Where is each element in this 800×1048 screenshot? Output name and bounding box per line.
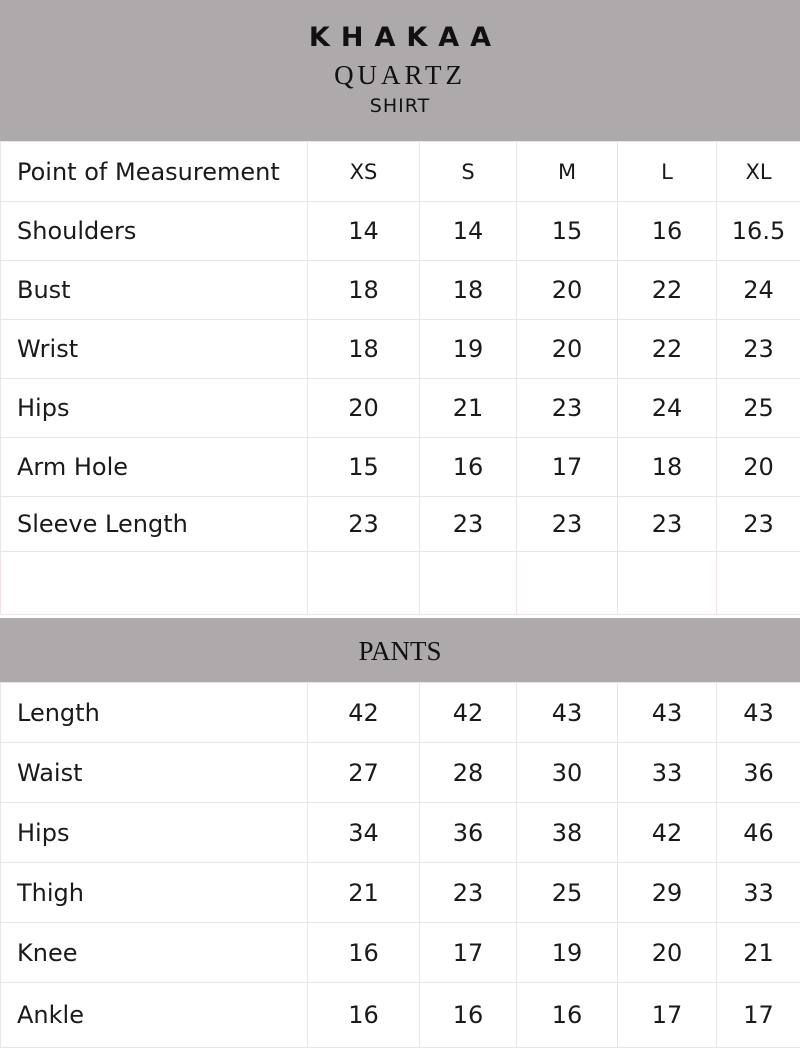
size-cell: 21 (420, 379, 517, 438)
size-cell: 17 (618, 983, 717, 1048)
size-cell: 14 (308, 202, 420, 261)
size-cell: 18 (308, 261, 420, 320)
row-label: Sleeve Length (1, 497, 308, 552)
column-header-xl: XL (717, 142, 800, 202)
size-cell: 46 (717, 803, 800, 863)
size-cell: 25 (717, 379, 800, 438)
size-cell: 21 (717, 923, 800, 983)
table-row (1, 743, 800, 803)
row-label: Ankle (1, 983, 308, 1048)
size-cell: 30 (517, 743, 618, 803)
size-cell: 15 (517, 202, 618, 261)
table-row (1, 683, 800, 743)
size-cell: 16 (618, 202, 717, 261)
size-cell: 23 (618, 497, 717, 552)
column-header-m: M (517, 142, 618, 202)
empty-cell (420, 552, 517, 615)
column-header-l: L (618, 142, 717, 202)
size-cell: 22 (618, 320, 717, 379)
row-label: Wrist (1, 320, 308, 379)
table-row (1, 438, 800, 497)
header-band (0, 0, 800, 141)
empty-cell (618, 552, 717, 615)
size-cell: 42 (618, 803, 717, 863)
size-cell: 23 (517, 379, 618, 438)
table-row (1, 379, 800, 438)
size-cell: 43 (618, 683, 717, 743)
size-cell: 33 (717, 863, 800, 923)
size-cell: 16 (517, 983, 618, 1048)
size-cell: 19 (517, 923, 618, 983)
row-label: Shoulders (1, 202, 308, 261)
size-cell: 36 (420, 803, 517, 863)
size-cell: 27 (308, 743, 420, 803)
size-cell: 20 (517, 261, 618, 320)
pants-section-title: PANTS (0, 618, 800, 667)
size-cell: 38 (517, 803, 618, 863)
brand-logo: KHAKAA (0, 22, 800, 53)
size-cell: 23 (308, 497, 420, 552)
row-label: Knee (1, 923, 308, 983)
empty-row (1, 552, 800, 615)
size-cell: 17 (420, 923, 517, 983)
size-cell: 34 (308, 803, 420, 863)
column-header-measurement: Point of Measurement (1, 142, 308, 202)
size-cell: 24 (618, 379, 717, 438)
size-cell: 28 (420, 743, 517, 803)
size-cell: 17 (717, 983, 800, 1048)
size-cell: 24 (717, 261, 800, 320)
shirt-section-title: SHIRT (0, 95, 800, 117)
size-cell: 42 (308, 683, 420, 743)
size-cell: 17 (517, 438, 618, 497)
size-cell: 19 (420, 320, 517, 379)
size-cell: 16 (308, 923, 420, 983)
shirt-size-table (0, 141, 800, 615)
table-row (1, 803, 800, 863)
table-row (1, 320, 800, 379)
table-row (1, 261, 800, 320)
size-cell: 16 (308, 983, 420, 1048)
size-cell: 20 (717, 438, 800, 497)
row-label: Waist (1, 743, 308, 803)
size-cell: 23 (420, 497, 517, 552)
size-cell: 23 (420, 863, 517, 923)
row-label: Hips (1, 803, 308, 863)
empty-cell (517, 552, 618, 615)
row-label: Bust (1, 261, 308, 320)
size-cell: 20 (517, 320, 618, 379)
size-cell: 36 (717, 743, 800, 803)
size-cell: 16 (420, 983, 517, 1048)
size-cell: 21 (308, 863, 420, 923)
row-label: Thigh (1, 863, 308, 923)
collection-name: QUARTZ (0, 60, 800, 91)
size-cell: 20 (308, 379, 420, 438)
size-cell: 22 (618, 261, 717, 320)
size-cell: 42 (420, 683, 517, 743)
row-label: Hips (1, 379, 308, 438)
size-cell: 18 (420, 261, 517, 320)
table-row (1, 923, 800, 983)
size-cell: 29 (618, 863, 717, 923)
size-cell: 43 (717, 683, 800, 743)
row-label: Arm Hole (1, 438, 308, 497)
empty-cell (717, 552, 800, 615)
row-label: Length (1, 683, 308, 743)
table-row (1, 497, 800, 552)
shirt-header-row (1, 142, 800, 202)
size-cell: 25 (517, 863, 618, 923)
size-cell: 14 (420, 202, 517, 261)
size-cell: 23 (717, 497, 800, 552)
pants-section-band (0, 618, 800, 682)
table-row (1, 202, 800, 261)
size-cell: 33 (618, 743, 717, 803)
column-header-s: S (420, 142, 517, 202)
size-cell: 18 (308, 320, 420, 379)
size-cell: 18 (618, 438, 717, 497)
size-cell: 16 (420, 438, 517, 497)
table-row (1, 863, 800, 923)
size-cell: 16.5 (717, 202, 800, 261)
column-header-xs: XS (308, 142, 420, 202)
size-cell: 20 (618, 923, 717, 983)
size-cell: 23 (717, 320, 800, 379)
size-cell: 43 (517, 683, 618, 743)
size-cell: 15 (308, 438, 420, 497)
pants-size-table (0, 682, 800, 1048)
size-cell: 23 (517, 497, 618, 552)
table-row (1, 983, 800, 1048)
empty-cell (308, 552, 420, 615)
empty-cell (1, 552, 308, 615)
